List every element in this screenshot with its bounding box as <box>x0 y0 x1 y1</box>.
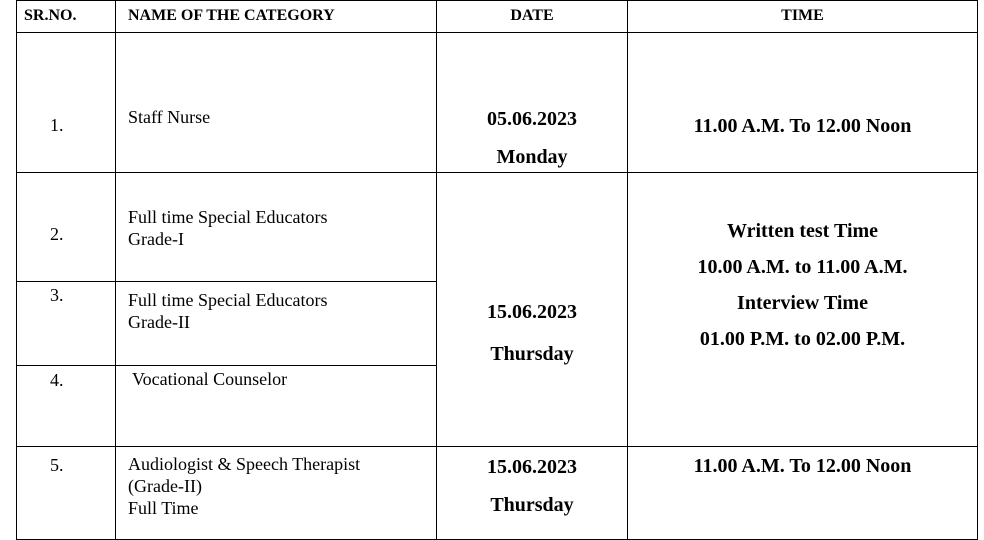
row-1-date <box>437 100 627 176</box>
day-value: Thursday <box>490 494 574 516</box>
row-4-category <box>132 368 432 390</box>
written-test-time: 10.00 A.M. to 11.00 A.M. <box>697 256 908 278</box>
row-2-sr-no: 2. <box>50 224 64 244</box>
row-5-sr-no: 5. <box>50 455 64 475</box>
category-line: (Grade-II) <box>128 476 202 496</box>
date-value: 15.06.2023 <box>487 456 577 478</box>
header-time-text: TIME <box>781 7 824 24</box>
table-border-line <box>16 0 17 540</box>
group-time <box>628 213 977 357</box>
row-1-time <box>628 115 977 138</box>
header-sr-no-text: SR.NO. <box>24 7 77 24</box>
category-line: Grade-II <box>128 312 190 332</box>
date-value: 05.06.2023 <box>487 108 577 130</box>
category-line: Full time Special Educators <box>128 207 328 227</box>
category-line: Staff Nurse <box>128 107 211 127</box>
interview-time: 01.00 P.M. to 02.00 P.M. <box>699 328 906 350</box>
row-5-date <box>437 448 627 524</box>
row-5-category <box>128 453 433 519</box>
category-line: Vocational Counselor <box>132 369 288 389</box>
interview-label: Interview Time <box>737 292 868 314</box>
row-3-sr-no: 3. <box>50 285 64 305</box>
table-border-line <box>16 365 436 366</box>
time-value: 11.00 A.M. To 12.00 Noon <box>693 115 912 137</box>
header-category-text: NAME OF THE CATEGORY <box>128 7 335 24</box>
category-line: Full time Special Educators <box>128 290 328 310</box>
header-sr-no <box>18 0 114 32</box>
row-1-category <box>128 106 428 128</box>
row-3-category <box>128 289 428 333</box>
day-value: Monday <box>496 146 568 168</box>
day-value: Thursday <box>490 343 574 365</box>
table-border-line <box>977 0 978 540</box>
row-2-category <box>128 206 428 250</box>
header-date-text: DATE <box>510 7 554 24</box>
category-line: Audiologist & Speech Therapist <box>128 454 361 474</box>
table-border-line <box>16 281 436 282</box>
time-value: 11.00 A.M. To 12.00 Noon <box>693 455 912 477</box>
table-border-line <box>16 446 978 447</box>
row-4-sr-no: 4. <box>50 370 64 390</box>
row-1-sr-no: 1. <box>50 115 64 135</box>
date-value: 15.06.2023 <box>487 301 577 323</box>
category-line: Full Time <box>128 498 199 518</box>
header-category <box>116 0 436 32</box>
header-date <box>437 0 627 32</box>
table-border-line <box>16 32 978 33</box>
table-border-line <box>115 0 116 540</box>
row-5-time <box>628 455 977 478</box>
header-time <box>628 0 977 32</box>
written-test-label: Written test Time <box>726 220 879 242</box>
group-date <box>437 291 627 375</box>
category-line: Grade-I <box>128 229 184 249</box>
